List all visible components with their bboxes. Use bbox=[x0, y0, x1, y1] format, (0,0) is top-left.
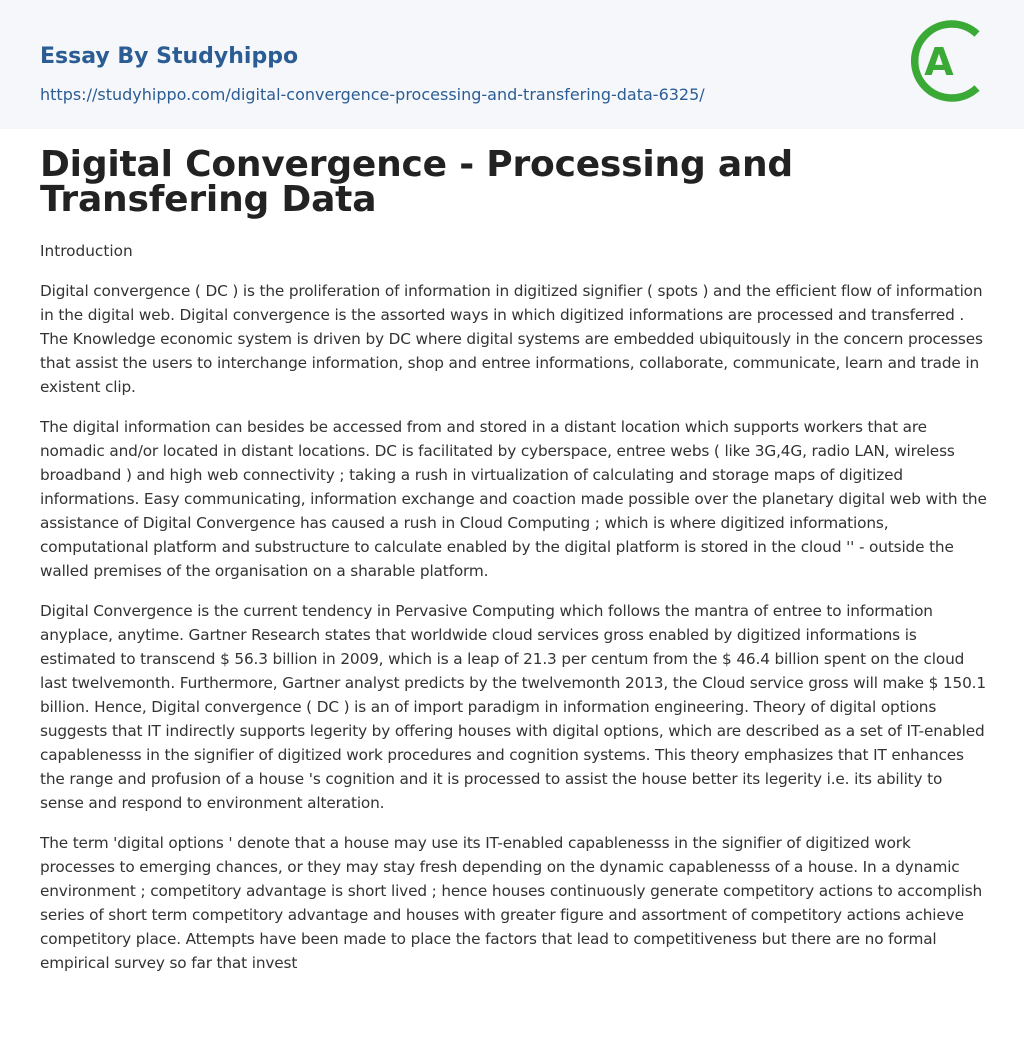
paragraph-3: Digital Convergence is the current tendency in Pervasive Computing which follows the mantra of entree to information anyplace, anytime. Gartner Research states that worldwide cloud services gross enabled by digitized informations is estimated to transcend $ 56.3 billion in 2009, which is a leap of 21.3 per centum from the $ 46.4 billion spent on the cloud last twelvemonth. Furthermore, Gartner analyst predicts by the twelvemonth 2013, the Cloud service gross will make $ 150.1 billion. Hence, Digital convergence ( DC ) is an of import paradigm in information engineering. Theory of digital options suggests that IT indirectly supports legerity by offering houses with digital options, which are described as a set of IT-enabled capablenesss in the signifier of digitized work procedures and cognition systems. This theory emphasizes that IT enhances the range and profusion of a house 's cognition and it is processed to assist the house better its legerity i.e. its ability to sense and respond to environment alteration. bbox=[40, 602, 986, 812]
paragraph-2: The digital information can besides be accessed from and stored in a distant location which supports workers that are nomadic and/or located in distant locations. DC is facilitated by cyberspace, entree webs ( like 3G,4G, radio LAN, wireless broadband ) and high web connectivity ; taking a rush in virtualization of calculating and storage maps of digitized informations. Easy communicating, information exchange and coaction made possible over the planetary digital web with the assistance of Digital Convergence has caused a rush in Cloud Computing ; which is where digitized informations, computational platform and substructure to calculate enabled by the digital platform is stored in the cloud '' - outside the walled premises of the organisation on a sharable platform. bbox=[40, 418, 987, 580]
intro-heading: Introduction bbox=[40, 242, 133, 260]
essay-title: Digital Convergence - Processing and Transfering Data bbox=[40, 144, 793, 220]
studyhippo-logo-icon[interactable] bbox=[907, 18, 991, 108]
source-url-link[interactable]: https://studyhippo.com/digital-convergence-processing-and-transfering-data-6325/ bbox=[40, 85, 705, 104]
site-header bbox=[0, 0, 1024, 129]
logo-letter: A bbox=[924, 40, 954, 84]
paragraph-1: Digital convergence ( DC ) is the proliferation of information in digitized signifier ( spots ) and the efficient flow of information in the digital web. Digital convergence is the assorted ways in which digitized informations are processed and transferred . The Knowledge economic system is driven by DC where digital systems are embedded ubiquitously in the concern processes that assist the users to interchange information, shop and entree informations, collaborate, communicate, learn and trade in existent clip. bbox=[40, 282, 983, 396]
brand-title[interactable]: Essay By Studyhippo bbox=[40, 44, 299, 69]
essay-content bbox=[40, 144, 988, 975]
paragraph-4: The term 'digital options ' denote that a house may use its IT-enabled capablenesss in the signifier of digitized work processes to emerging chances, or they may stay fresh depending on the dynamic capablenesss of a house. In a dynamic environment ; competitory advantage is short lived ; hence houses continuously generate competitory actions to accomplish series of short term competitory advantage and houses with greater figure and assortment of competitory actions achieve competitory place. Attempts have been made to place the factors that lead to competitiveness but there are no formal empirical survey so far that invest bbox=[40, 834, 983, 972]
